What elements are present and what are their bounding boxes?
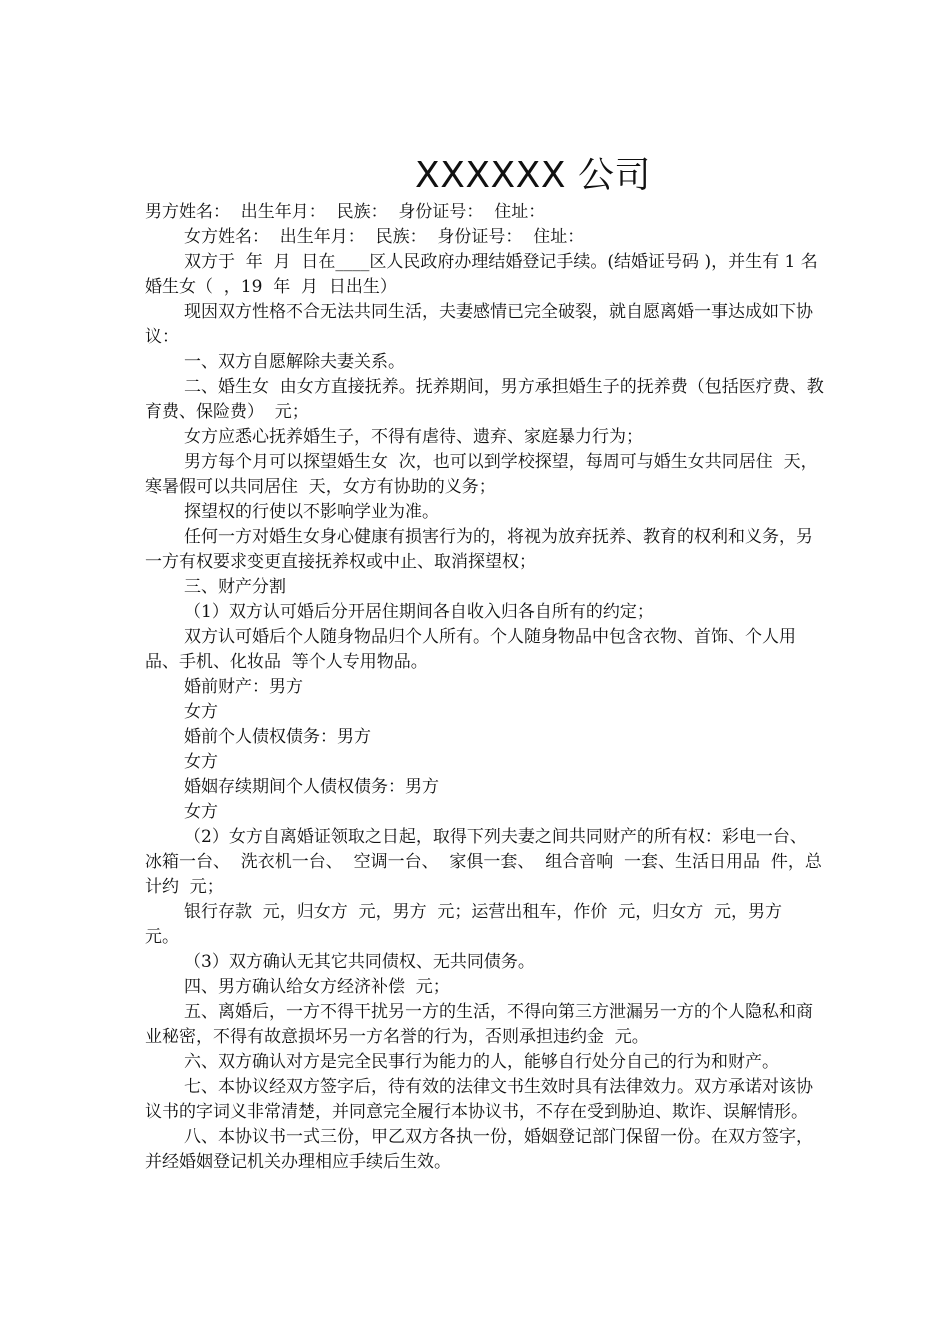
marital-debts-male: 婚姻存续期间个人债权债务：男方 (184, 777, 439, 797)
clause-7: 七、本协议经双方签字后，待有效的法律文书生效时具有法律效力。双方承诺对该协议书的字词义非常清楚，并同意完全履行本协议书，不存在受到胁迫、欺诈、误解情形。 (145, 1077, 813, 1122)
clause-2-visitation: 男方每个月可以探望婚生女 次，也可以到学校探望，每周可与婚生女共同居住 天，寒暑假可以共同居住 天，女方有协助的义务； (145, 452, 818, 497)
clause-3-personal-items: 双方认可婚后个人随身物品归个人所有。个人随身物品中包含衣物、首饰、个人用品、手机、化妆品 等个人专用物品。 (145, 627, 796, 672)
clause-2-visitation-limit: 探望权的行使以不影响学业为准。 (184, 502, 439, 522)
premarital-debts-male: 婚前个人债权债务：男方 (184, 727, 371, 747)
clause-6: 六、双方确认对方是完全民事行为能力的人，能够自行处分自己的行为和财产。 (184, 1052, 779, 1072)
premarital-debts-female: 女方 (184, 752, 218, 772)
premarital-property-female: 女方 (184, 702, 218, 722)
party-female-info: 女方姓名： 出生年月： 民族： 身份证号： 住址： (184, 227, 585, 247)
party-male-info: 男方姓名： 出生年月： 民族： 身份证号： 住址： (145, 202, 546, 222)
marital-debts-female: 女方 (184, 802, 218, 822)
document-title: XXXXXX 公司 (415, 155, 651, 196)
divorce-reason-paragraph: 现因双方性格不合无法共同生活，夫妻感情已完全破裂，就自愿离婚一事达成如下协议： (145, 302, 813, 347)
clause-2: 二、婚生女 由女方直接抚养。抚养期间，男方承担婚生子的抚养费（包括医疗费、教育费、保险费） 元； (145, 377, 824, 422)
clause-2-harm-provision: 任何一方对婚生女身心健康有损害行为的，将视为放弃抚养、教育的权利和义务，另一方有权要求变更直接抚养权或中止、取消探望权； (145, 527, 813, 572)
clause-5: 五、离婚后，一方不得干扰另一方的生活，不得向第三方泄漏另一方的个人隐私和商业秘密，不得有故意损坏另一方名誉的行为，否则承担违约金 元。 (145, 1002, 813, 1047)
clause-2-care-duty: 女方应悉心抚养婚生子，不得有虐待、遗弃、家庭暴力行为； (184, 427, 643, 447)
clause-3-item-1: （1）双方认可婚后分开居住期间各自收入归各自所有的约定； (184, 602, 654, 622)
document-body (145, 200, 825, 1175)
marriage-registration-paragraph: 双方于 年 月 日在____区人民政府办理结婚登记手续。(结婚证号码 )，并生有 1 名婚生女（ ，19 年 月 日出生） (145, 252, 818, 297)
clause-3-item-2: （2）女方自离婚证领取之日起，取得下列夫妻之间共同财产的所有权：彩电一台、 冰箱一台、 洗衣机一台、 空调一台、 家俱一套、 组合音响 一套、生活日用品 件，总计约 元； (145, 827, 822, 897)
clause-8: 八、本协议书一式三份，甲乙双方各执一份，婚姻登记部门保留一份。在双方签字，并经婚姻登记机关办理相应手续后生效。 (145, 1127, 813, 1172)
clause-4: 四、男方确认给女方经济补偿 元； (184, 977, 450, 997)
clause-3-item-3: （3）双方确认无其它共同债权、无共同债务。 (184, 952, 535, 972)
clause-3-heading: 三、财产分割 (184, 577, 286, 597)
clause-1: 一、双方自愿解除夫妻关系。 (184, 352, 405, 372)
premarital-property-male: 婚前财产：男方 (184, 677, 303, 697)
clause-3-deposits: 银行存款 元，归女方 元，男方 元；运营出租车，作价 元，归女方 元，男方 元。 (145, 902, 793, 947)
